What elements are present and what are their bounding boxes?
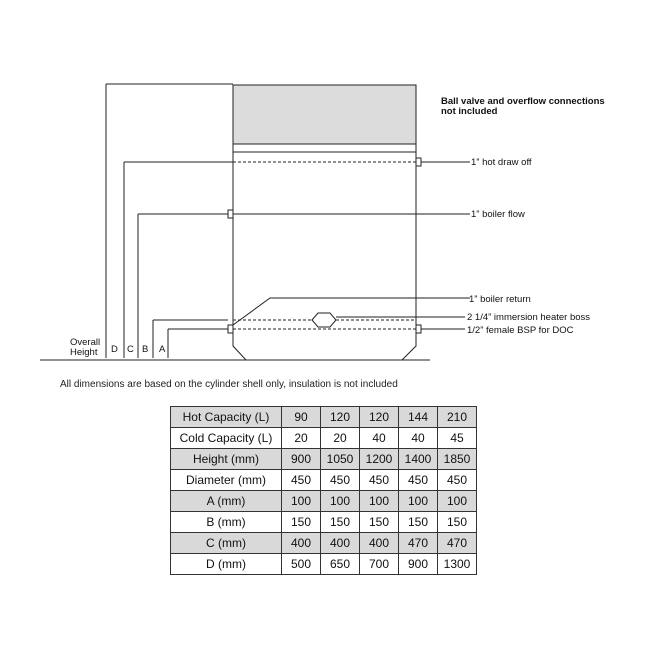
table-cell: 100 — [321, 491, 360, 512]
table-cell: 400 — [360, 533, 399, 554]
a-label: A — [159, 344, 166, 355]
table-cell: 100 — [399, 491, 438, 512]
table-cell: 120 — [321, 407, 360, 428]
table-row — [171, 449, 477, 470]
table-cell: 100 — [282, 491, 321, 512]
b-label: B — [142, 344, 149, 355]
dimension-note: All dimensions are based on the cylinder shell only, insulation is not included — [60, 379, 398, 390]
table-cell: 450 — [282, 470, 321, 491]
table-row — [171, 554, 477, 575]
hot-draw-off-boss — [416, 158, 421, 166]
overall-label-line1: Overall — [70, 337, 101, 348]
table-cell: 1300 — [438, 554, 477, 575]
table-cell: 144 — [399, 407, 438, 428]
hot-draw-off-label: 1” hot draw off — [471, 157, 532, 168]
row-label: A (mm) — [171, 491, 282, 512]
table-cell: 150 — [321, 512, 360, 533]
table-cell: 40 — [360, 428, 399, 449]
table-cell: 40 — [399, 428, 438, 449]
table-cell: 450 — [321, 470, 360, 491]
table-cell: 470 — [399, 533, 438, 554]
doc-boss — [416, 325, 421, 333]
row-label: Height (mm) — [171, 449, 282, 470]
boiler-return-boss — [228, 325, 233, 333]
row-label: B (mm) — [171, 512, 282, 533]
specification-table — [170, 406, 477, 575]
table-cell: 900 — [399, 554, 438, 575]
connections-note-line1: Ball valve and overflow connections — [441, 96, 605, 107]
table-cell: 500 — [282, 554, 321, 575]
table-row — [171, 533, 477, 554]
table-cell: 400 — [321, 533, 360, 554]
table-cell: 700 — [360, 554, 399, 575]
table-cell: 90 — [282, 407, 321, 428]
table-cell: 450 — [360, 470, 399, 491]
immersion-label: 2 1/4” immersion heater boss — [467, 312, 591, 323]
table-cell: 150 — [282, 512, 321, 533]
table-cell: 900 — [282, 449, 321, 470]
table-cell: 470 — [438, 533, 477, 554]
cold-tank — [233, 85, 416, 144]
table-cell: 45 — [438, 428, 477, 449]
table-cell: 650 — [321, 554, 360, 575]
tank-band — [233, 144, 416, 152]
c-label: C — [127, 344, 134, 355]
row-label: Diameter (mm) — [171, 470, 282, 491]
table-cell: 120 — [360, 407, 399, 428]
table-cell: 100 — [360, 491, 399, 512]
immersion-heater-boss-icon — [312, 313, 336, 327]
boiler-return-label: 1” boiler return — [469, 294, 531, 305]
table-cell: 100 — [438, 491, 477, 512]
boiler-flow-label: 1” boiler flow — [471, 209, 525, 220]
table-cell: 20 — [321, 428, 360, 449]
row-label: D (mm) — [171, 554, 282, 575]
table-row — [171, 470, 477, 491]
overall-label-line2: Height — [70, 347, 98, 358]
doc-label: 1/2” female BSP for DOC — [467, 325, 574, 336]
table-cell: 450 — [399, 470, 438, 491]
table-cell: 150 — [360, 512, 399, 533]
table-row — [171, 407, 477, 428]
d-label: D — [111, 344, 118, 355]
table-cell: 1050 — [321, 449, 360, 470]
connections-note-line2: not included — [441, 106, 498, 117]
table-cell: 20 — [282, 428, 321, 449]
table-row — [171, 491, 477, 512]
row-label: Cold Capacity (L) — [171, 428, 282, 449]
table-row — [171, 428, 477, 449]
boiler-flow-boss — [228, 210, 233, 218]
table-cell: 1850 — [438, 449, 477, 470]
row-label: C (mm) — [171, 533, 282, 554]
table-cell: 1400 — [399, 449, 438, 470]
table-cell: 150 — [399, 512, 438, 533]
table-cell: 210 — [438, 407, 477, 428]
table-cell: 1200 — [360, 449, 399, 470]
table-row — [171, 512, 477, 533]
table-cell: 450 — [438, 470, 477, 491]
table-cell: 400 — [282, 533, 321, 554]
row-label: Hot Capacity (L) — [171, 407, 282, 428]
connections-note — [441, 97, 641, 117]
table-cell: 150 — [438, 512, 477, 533]
